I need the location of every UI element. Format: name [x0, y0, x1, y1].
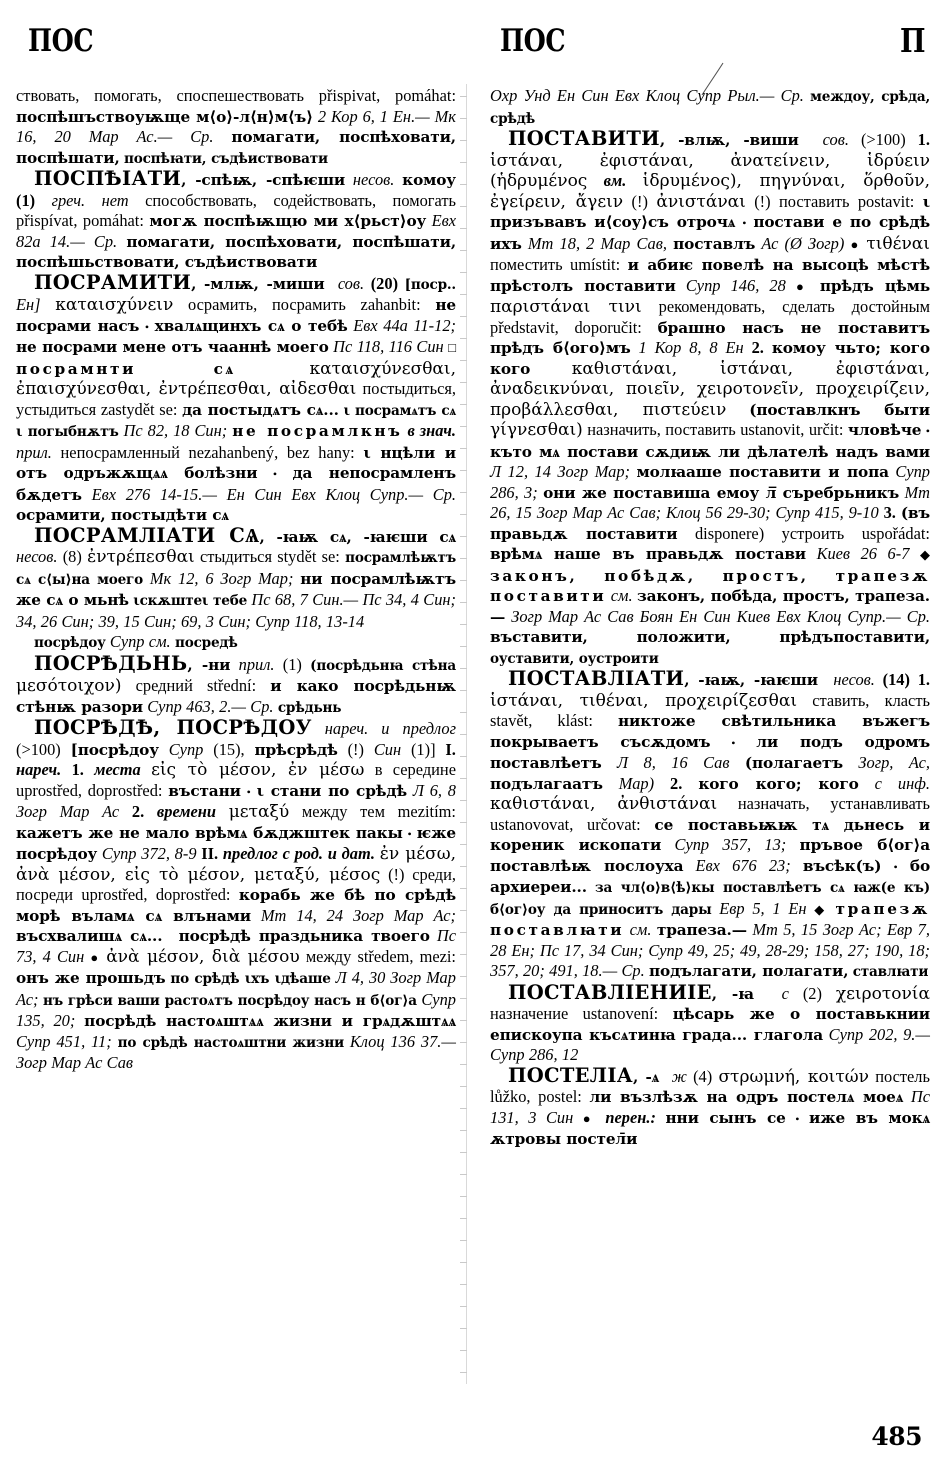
headword: ПОСРѢДѢ, ПОСРѢДОУ [34, 716, 312, 739]
attestation-count: (20) [370, 273, 399, 293]
running-head-letter: П [900, 21, 926, 60]
gutter-tick [460, 668, 467, 669]
headword-forms: -ѧ [645, 1067, 660, 1086]
gutter-tick [460, 998, 467, 999]
gutter-tick [460, 888, 467, 889]
grammar-label: сов. [337, 273, 365, 293]
headword: ПОСТАВИТИ [508, 127, 660, 150]
grammar-label: сов. [822, 130, 849, 149]
filled-diamond-bullet-icon [920, 544, 930, 563]
headword-forms: -спѣѭ, -спѣѥши [195, 171, 346, 189]
filled-circle-bullet-icon [796, 276, 810, 295]
column-right [490, 86, 930, 1376]
gutter-tick [460, 778, 467, 779]
gutter-tick [460, 954, 467, 955]
cross-reference-posredu: посрѣдоу Супр см. посредѣ [34, 632, 238, 651]
entry-postavljenije: ПОСТАВЛIЕНИІЕ, -ꙗ с (2) χειροτονία назначение ustanovení: цѣсарь же о поставькнии епискоупа късѧтинꙗ града... глагола Супр 202, 9.— Супр 286, 12 [490, 980, 930, 1064]
attestation-count: (14) [882, 670, 910, 689]
entry-posramljati-sja: ПОСРАМЛIАТИ СѦ, -ꙗѭ сѧ, -ꙗѥши сѧ несов. (8) ἐντρέπεσθαι стыдиться stydět se: посрамлѣѭтъ сѧ с⟨ы⟩на моего Мк 12, 6 Зогр Мар; ни посрамлѣѭтъ же сѧ о мьнѣ ιскѫштеι тебе Пс 68, 7 Син.— Пс 34, 4 Син; 34, 26 Син; 39, 15 Син; 69, 3 Син; Супр 118, 13-14 [16, 523, 456, 631]
headword: ПОСТАВЛIАТИ [508, 667, 685, 690]
attestation-count: (>100) [860, 130, 906, 149]
entry-postelja: ПОСТЕЛIА, -ѧ ж (4) στρωμνή, κοιτών постель lůžko, postel: ли възлѣзѫ на одръ постелѧ моеѧ Пс 131, 3 Син ● перен.: нни сынъ се • иже въ мокѧ ѫтровы постел̄и [490, 1066, 930, 1150]
gutter-tick [460, 272, 467, 273]
text-columns [16, 86, 934, 1376]
sense-dot-icon [273, 463, 277, 482]
headword: ПОСРАМЛIАТИ СѦ [34, 523, 260, 547]
page-number: 485 [871, 1422, 922, 1451]
gutter-tick [460, 558, 467, 559]
gutter-tick [460, 162, 467, 163]
gutter-tick [460, 316, 467, 317]
gutter-tick [460, 1240, 467, 1241]
gutter-tick [460, 448, 467, 449]
gutter-tick [460, 1174, 467, 1175]
gutter-tick [460, 690, 467, 691]
gutter-tick [460, 1064, 467, 1065]
gutter-tick [460, 712, 467, 713]
gutter-tick [460, 1372, 467, 1373]
gutter-tick [460, 492, 467, 493]
headword-forms: -млѭ, -миши [204, 274, 325, 293]
gutter-tick [460, 932, 467, 933]
open-square-bullet-icon [448, 337, 456, 356]
gutter-tick [460, 976, 467, 977]
gutter-tick [460, 646, 467, 647]
gutter-tick [460, 360, 467, 361]
gutter-tick [460, 1152, 467, 1153]
gutter-tick [460, 1020, 467, 1021]
gutter-tick [460, 866, 467, 867]
sense-dot-icon [926, 420, 930, 439]
attestation-count: (>100) [16, 739, 61, 759]
entry-posrede: ПОСРѢДѢ, ПОСРѢДОУ нареч. и предлог (>100) [посрѣдоу Супр (15), прѣсрѣдѣ (!) Син (1)] I. нареч. 1. места εἰς τὸ μέσον, ἐν μέσω в середине uprostřed, doprostřed: въстани • ι стани по срѣдѣ Л 6, 8 Зогр Мар Ас 2. времени μεταξύ между тем mezitím: кажетъ же не мало врѣмѧ бѫджштек пакы • ѥже посрѣдоу Супр 372, 8-9 II. предлог с род. и дат. ἐν μέσω, ἀνὰ μέσον, εἰς τὸ μέσον, μεταξύ, μέσος (!) среди, посреди uprostřed, doprostřed: корабь же бѣ по срѣдѣ морѣ въламѧ сѧ влънами Мт 14, 24 Зогр Мар Ас; въсхвалишѧ сѧ... посрѣдѣ праздьника твоего Пс 73, 4 Син ● ἀνὰ μέσον, διὰ μέσου между středem, mezi: онъ же прошьдъ по срѣдѣ ιхъ ιдѣаше Л 4, 30 Зогр Мар Ас; нъ грѣси ваши растоѧтъ посрѣдоу насъ н б⟨ог⟩а Супр 135, 20; посрѣдѣ настоѧштѧѧ жизни и грѧдѫштѧѧ Супр 451, 11; по срѣдѣ настоѧ​штни жизни Клоц 136 37.— Зогр Мар Ас Сав [16, 718, 456, 1074]
gutter-tick [460, 822, 467, 823]
headword-forms: -ꙗѭ сѧ, -ꙗѥши сѧ [276, 527, 456, 546]
gutter-tick [460, 228, 467, 229]
headword: ПОСПѢIАТИ [34, 167, 182, 190]
headword-forms: -ꙗѭ, -ꙗѥши [698, 671, 818, 689]
headword-forms: -влѭ, -виши [678, 131, 799, 149]
headword: ПОСТАВЛIЕНИІЕ [508, 980, 712, 1004]
government-label: комоу [402, 171, 456, 189]
gutter-tick [460, 1284, 467, 1285]
headword: ПОСРАМИТИ [34, 270, 192, 294]
headword-forms: -ни [201, 655, 231, 674]
grammar-label: несов. [16, 547, 58, 566]
gutter-tick [460, 602, 467, 603]
gutter-tick [460, 206, 467, 207]
attestation-count: (1) [16, 190, 36, 210]
attestation-count: (2) [802, 983, 822, 1003]
gutter-tick [460, 1262, 467, 1263]
filled-diamond-bullet-icon [814, 899, 827, 918]
gutter-tick [460, 756, 467, 757]
sense-dot-icon [894, 856, 898, 875]
gutter-tick [460, 734, 467, 735]
attestation-count: (1) [282, 654, 302, 674]
sense-dot-icon [795, 1108, 799, 1127]
gutter-tick [460, 1042, 467, 1043]
sense-dot-icon [145, 316, 149, 335]
entry-posramiti: ПОСРАМИТИ, -млѭ, -миши сов. (20) [поср.. Ен] καταισχύνειν осрамить, посрамить zahanbit: не посрами насъ • хвалѧщинхъ сѧ о тебѣ Евх 44а 11-12; не посрами мене отъ чааннѣ моего Пс 118, 116 Син □ посра​мнти сѧ καταισχύνεσθαι, ἐπαισχύνεσθαι, ἐντρέπεσθαι, αἰδεσθαι постыдиться, устыдиться zastydět se: да постыдѧтъ сѧ... ι посрамѧтъ сѧ ι погыбнѫтъ Пс 82, 18 Син; не посрамлкнъ в знач. прил. непосрамленный nezahanbený, bez hany: ι нцѣли и отъ одръжѫщѧѧ болѣзни • да непосрам​ленъ бѫдетъ Евх 276 14-15.— Ен Син Евх Клоц Супр.— Ср. осрамити, постыдѣти сѧ [16, 273, 456, 526]
running-head [28, 21, 926, 68]
gutter-tick [460, 1086, 467, 1087]
sense-dot-icon [731, 732, 735, 751]
gutter-tick [460, 624, 467, 625]
filled-circle-bullet-icon [90, 947, 100, 966]
gutter-tick [460, 184, 467, 185]
gutter-tick [460, 514, 467, 515]
sense-dot-icon [247, 781, 251, 800]
running-head-center: ПОС [500, 23, 566, 59]
headword-forms: -ꙗ [731, 984, 754, 1003]
sense-dot-icon [742, 212, 746, 231]
headword: ПОСРѢДЬНЬ [34, 651, 188, 675]
gutter-tick [460, 1218, 467, 1219]
attestation-count: (8) [62, 547, 82, 566]
grammar-label: несов. [352, 170, 395, 189]
entry-postaviti: ПОСТАВИТИ, -влѭ, -виши сов. (>100) 1. ἱστάναι, ἐφιστάναι, ἀνατείνειν, ἱδρύειν (ἡδρυμένος вм. ἱδρυμένος), πηγνύναι, ὅρθοῦν, ἐγείρειν, ἄγειν (!) ἀνιστάναι (!) поставить postavit: ι призъвавъ и⟨соу⟩съ отрочѧ • постави е по срѣдѣ ихъ Мт 18, 2 Мар Сав, поставлъ Ас (Ø Зогр) ● τιθέναι поместить umístit: и абиѥ повелѣ на высоцѣ мѣстѣ прѣстолъ поставити Супр 146, 28 ● прѣдъ цѣмь παριστάναι τινι рекомендовать, сделать достойным představit, doporučit: брашно насъ не поставитъ прѣдъ б⟨ого⟩мъ 1 Кор 8, 8 Ен 2. комоу чьто; кого кого καθιστά​ναι, ἱστάναι, ἐφιστάναι, ἀναδεικνύναι, ποιεῖν, χειροτονεῖν, προχειρίζειν, προβάλλεσθαι, πιστεύειν (поставлкнъ быти γίγνεσθαι) назначить, поставить ustanovit, určit: чловѣче • къто мѧ постави сѫдиѭ ли дѣлателѣ надъ вами Л 12, 14 Зогр Мар; молꙗаше поставити и попа Супр 286, 3; они же поставиша емоу л̅ съребрьникъ Мт 26, 15 Зогр Мар Ас Сав; Клоц 56 29-30; Супр 415, 9-10 3. (въ правьдѫ поставити disponere) устроить uspořádat: врѣмѧ наше въ правьдѫ постави Киев 26 6-7 ◆ законъ, побѣдѫ, простъ, трапезѫ поставити см. за​конъ, побѣда, простъ, трапеза.— Зогр Мар Ас Сав Боян Ен Син Киев Евх Клоц Супр.— Ср. въставити, положити, прѣдъпоставити, оуставити, оустроити [490, 129, 930, 669]
gutter-tick [460, 1350, 467, 1351]
gutter-tick [460, 470, 467, 471]
headword: ПОСТЕЛIА [508, 1063, 633, 1087]
entry-continuation-sigla: Охр Унд Ен Син Евх Клоц Супр Рыл.— Ср. междоу, срѣда, срѣдѣ [490, 86, 930, 127]
running-head-left: ПОС [28, 23, 94, 59]
grammar-label: несов. [833, 670, 875, 689]
gutter-tick [460, 580, 467, 581]
gutter-tick [460, 118, 467, 119]
gutter-tick [460, 250, 467, 251]
gutter-tick [460, 1130, 467, 1131]
gutter-tick [460, 1328, 467, 1329]
sense-dot-icon [408, 823, 412, 842]
entry-postavljati: ПОСТАВЛIАТИ, -ꙗѭ, -ꙗѥши несов. (14) 1. ἱστάναι, τιθέναι, προχειρίζεσθαι ставить, класть stavět, klást: никтоже свѣтильника въжегъ покрываетъ съсѫдомъ • ли подъ одромъ поставлѣетъ Л 8, 16 Сав (полагаетъ Зогр, Ас, подълагаатъ Мар) 2. кого кого; кого с инф. καθιστάναι, ἀνθιστάναι назначать, устанавливать ustanovovat, určovat: се поставьѭѭ тѧ дьнесь и кореник ископати Супр 357, 13; пръвое б⟨ог⟩а поставлѣѭ послоуха Евх 676 23; въсѣк(ъ) • бо архиереи... за чл⟨о⟩в⟨ѣ⟩кы поставлѣетъ сѧ ꙗж(е къ) б⟨ог⟩оу да приноситъ дары Евр 5, 1 Ен ◆ трапезѫ поставлꙗти см. трапеза.— Мт 5, 15 Зогр Ас; Евр 7, 28 Ен; Пс 17, 34 Син; Супр 49, 25; 49, 28-29; 158, 27; 190, 18; 357, 20; 491, 18.— Ср. подълагати, полагати, ставлꙗти [490, 669, 930, 983]
gutter-tick [460, 294, 467, 295]
gutter-tick [460, 382, 467, 383]
gutter-tick [460, 404, 467, 405]
gutter-tick [460, 338, 467, 339]
entry-pospejati: ПОСПѢIАТИ, -спѣѭ, -спѣѥши несов. комоу (1) греч. нет способствовать, содействовать, помогать přispívat, pomáhat: могѫ поспѣѭщю ми х⟨рьст⟩оу Евх 82а 14.— Ср. помагати, поспѣховати, поспѣшати, поспѣшьствовати, съ​дѣиствовати [16, 167, 456, 271]
gutter-tick [460, 1306, 467, 1307]
grammar-label: прил. [238, 654, 275, 674]
gutter-tick [460, 844, 467, 845]
gutter-tick [460, 426, 467, 427]
filled-circle-bullet-icon [850, 234, 860, 253]
filled-circle-bullet-icon [583, 1108, 596, 1127]
grammar-label: с [781, 983, 789, 1003]
entry-continuation-pospeshestvovati: ствовать, помогать, споспешествовать při​spivat, pomáhat: поспѣшъствоуѭще м⟨о⟩-л⟨н⟩м⟨ъ⟩ 2 Кор 6, 1 Ен.— Мк 16, 20 Мар Ас.— Ср. помагати, поспѣховати, поспѣшати, поспѣꙗти, съдѣиствовати [16, 86, 457, 167]
grammar-label: нареч. и предлог [324, 719, 456, 738]
entry-posredьnь: ПОСРѢДЬНЬ, -ни прил. (1) (посрѣдьнꙗ стѣна μεσότοιχον) средний střední: и како посрѣдьнѭ стѣнѭ разори Супр 463, 2.— Ср. срѣдьнь [16, 651, 456, 716]
grammar-label: ж [671, 1066, 687, 1086]
gutter-tick [460, 140, 467, 141]
gutter-tick [460, 1196, 467, 1197]
gutter-tick [460, 800, 467, 801]
attestation-count: (4) [693, 1066, 713, 1086]
gutter-tick [460, 910, 467, 911]
gutter-tick [460, 536, 467, 537]
column-left [16, 86, 456, 1376]
gutter-tick [460, 1108, 467, 1109]
gutter-tick [460, 96, 467, 97]
